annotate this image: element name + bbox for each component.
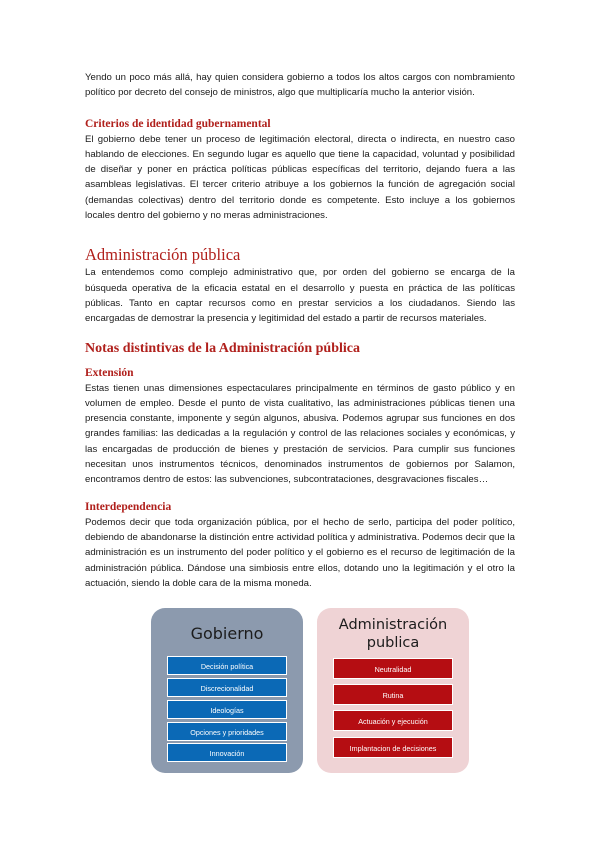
criterios-heading: Criterios de identidad gubernamental [85,117,271,130]
administracion-title-line1: Administración [338,617,448,633]
administracion-heading: Administración pública [85,245,241,265]
gobierno-item: Discrecionalidad [167,678,287,697]
administracion-item: Actuación y ejecución [333,710,453,731]
gobierno-item: Decisión política [167,656,287,675]
interdependencia-paragraph: Podemos decir que toda organización pública, por el hecho de serlo, participa del poder político, debiendo de abandonarse la distinción entre actividad política y administrativa. Podemos decir que la administración es un instrumento del poder político y el gobierno es el recurso de legitimación de la administración pública. Dándose una simbiosis entre ellos, dotando uno la legitimación y el otro la actuación, siendo la doble cara de la misma moneda. [85,516,515,589]
criterios-paragraph: El gobierno debe tener un proceso de legitimación electoral, directa o indirecta, en nuestro caso hablando de elecciones. En segundo lugar es aquello que tiene la capacidad, voluntad y posibilidad de diseñar y poner en práctica políticas públicas específicas del territorio, dejando fuera a las asambleas legislativas. El tercer criterio atribuye a los gobiernos la función de agregación social (demandas colectivas) dentro del territorio donde es competente. Esto incluye a los gobiernos locales dentro del gobierno y no meras administraciones. [85,133,515,222]
administracion-title [317,616,469,652]
gobierno-panel [151,608,303,773]
intro-paragraph: Yendo un poco más allá, hay quien considera gobierno a todos los altos cargos con nombramiento político por decreto del consejo de ministros, algo que multiplicaría mucho la anterior visión. [85,72,515,99]
administracion-paragraph: La entendemos como complejo administrativo que, por orden del gobierno se encarga de la búsqueda operativa de la eficacia estatal en el desarrollo y puesta en práctica de las políticas públicas. Tanto en captar recursos como en prestar servicios a los ciudadanos. Siendo las encargadas de demostrar la presencia y legitimidad del estado a partir de recursos materiales. [85,267,515,325]
administracion-item: Neutralidad [333,658,453,679]
interdependencia-heading: Interdependencia [85,500,172,513]
notas-heading: Notas distintivas de la Administración pública [85,340,360,356]
gobierno-item: Opciones y prioridades [167,722,287,741]
gobierno-title: Gobierno [190,624,264,643]
administracion-item: Implantacion de decisiones [333,737,453,758]
gobierno-item: Ideologías [167,700,287,719]
gobierno-item: Innovación [167,743,287,762]
administracion-panel [317,608,469,773]
administracion-title-line2: publica [366,635,420,651]
extension-paragraph: Estas tienen unas dimensiones espectaculares principalmente en términos de gasto público y en volumen de empleo. Desde el punto de vista cualitativo, las administraciones públicas tienen una presencia constante, imponente y según algunos, abusiva. Podemos agrupar sus funciones en dos grandes familias: las dedicadas a la regulación y control de las relaciones sociales y económicas, y las encargadas de producción de bienes y prestación de servicios. Para cumplir sus funciones necesitan unos instrumentos técnicos, denominados instrumentos de gobiernos por Salamon, encontramos dentro de estos: las subvenciones, subcontrataciones, desgravaciones fiscales… [85,382,515,486]
administracion-item: Rutina [333,684,453,705]
extension-heading: Extensión [85,366,134,379]
document-page [85,70,515,591]
gobierno-administracion-diagram [151,608,469,773]
